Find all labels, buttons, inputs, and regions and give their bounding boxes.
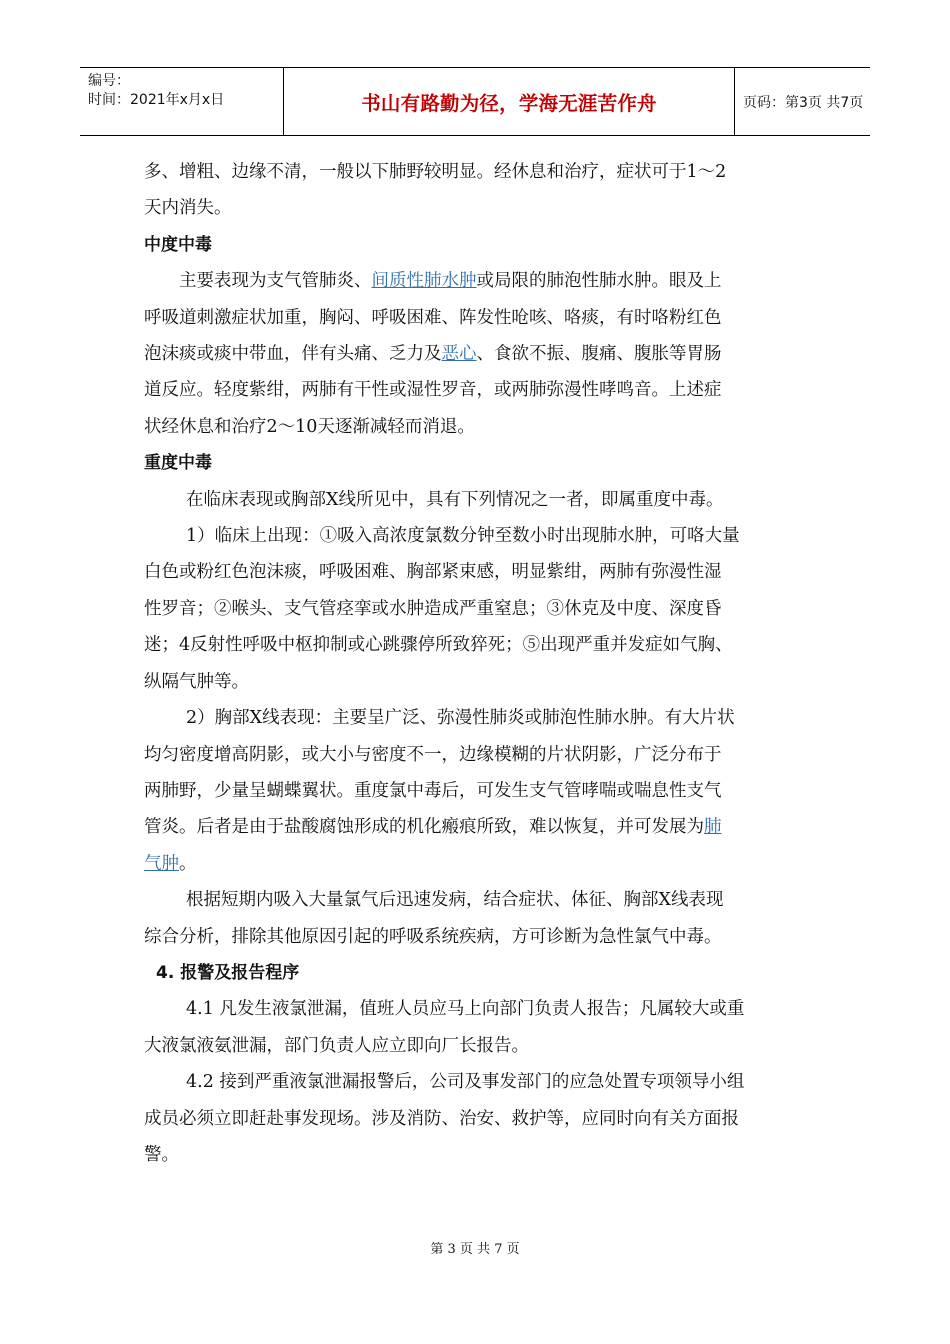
- paragraph-line: [144, 336, 808, 372]
- header-table: [80, 67, 870, 136]
- interstitial-edema-link[interactable]: 间质性肺水肿: [371, 271, 477, 292]
- page-footer: 第 3 页 共 7 页: [430, 1242, 520, 1257]
- section-heading-severe: 重度中毒: [144, 453, 212, 474]
- text-line: 4.2 接到严重液氯泄漏报警后，公司及事发部门的应急处置专项领导小组: [186, 1072, 745, 1093]
- text-line: 道反应。轻度紫绀，两肺有干性或湿性罗音，或两肺弥漫性哮鸣音。上述症: [144, 380, 722, 401]
- text-line: 性罗音；②喉头、支气管痉挛或水肿造成严重窒息；③休克及中度、深度昏: [144, 598, 722, 619]
- paragraph-line: [144, 809, 808, 845]
- text-line: 成员必须立即赶赴事发现场。涉及消防、治安、救护等，应同时向有关方面报: [144, 1108, 739, 1129]
- text-line: 天内消失。: [144, 198, 232, 219]
- text-line: 大液氯液氨泄漏，部门负责人应立即向厂长报告。: [144, 1035, 529, 1056]
- text-run: 泡沫痰或痰中带血，伴有头痛、乏力及: [144, 344, 442, 365]
- header-page-info: 页码：第3页 共7页: [743, 94, 864, 111]
- motto-text: 书山有路勤为径，学海无涯苦作舟: [361, 91, 657, 115]
- text-line: 迷；4反射性呼吸中枢抑制或心跳骤停所致猝死；⑤出现严重并发症如气胸、: [144, 635, 733, 656]
- text-run: 或局限的肺泡性肺水肿。眼及上: [476, 271, 722, 292]
- text-line: 警。: [144, 1144, 179, 1165]
- nausea-link[interactable]: 恶心: [441, 344, 477, 365]
- text-line: 多、增粗、边缘不清，一般以下肺野较明显。经休息和治疗，症状可于1～2: [144, 162, 727, 182]
- text-line: 白色或粉红色泡沫痰，呼吸困难、胸部紧束感，明显紫绀，两肺有弥漫性湿: [144, 562, 722, 583]
- header-meta-cell: [80, 68, 283, 135]
- text-run: 主要表现为支气管肺炎、: [179, 271, 372, 292]
- text-line: 在临床表现或胸部X线所见中，具有下列情况之一者，即属重度中毒。: [186, 489, 724, 510]
- section-heading-alarm: 4. 报警及报告程序: [156, 962, 300, 983]
- text-line: 均匀密度增高阴影，或大小与密度不一，边缘模糊的片状阴影，广泛分布于: [144, 744, 722, 765]
- document-date-label: 时间：2021年x月x日: [88, 92, 225, 108]
- text-line: 1）临床上出现：①吸入高浓度氯数分钟至数小时出现肺水肿，可咯大量: [186, 526, 740, 547]
- paragraph-line: [144, 846, 808, 882]
- text-line: 两肺野，少量呈蝴蝶翼状。重度氯中毒后，可发生支气管哮喘或喘息性支气: [144, 780, 722, 801]
- paragraph-line: [144, 263, 808, 299]
- text-run: 管炎。后者是由于盐酸腐蚀形成的机化瘢痕所致，难以恢复，并可发展为: [144, 817, 704, 838]
- header-page-cell: [735, 68, 870, 135]
- header-motto-cell: [283, 68, 735, 135]
- text-line: 2）胸部X线表现：主要呈广泛、弥漫性肺炎或肺泡性肺水肿。有大片状: [186, 708, 735, 729]
- text-line: 纵隔气肿等。: [144, 671, 249, 692]
- emphysema-link-part2[interactable]: 气肿: [144, 853, 179, 874]
- section-heading-moderate: 中度中毒: [144, 234, 212, 255]
- text-run: 。: [179, 853, 197, 874]
- document-body: [144, 154, 808, 1173]
- emphysema-link-part1[interactable]: 肺: [704, 817, 722, 838]
- text-run: 、食欲不振、腹痛、腹胀等胃肠: [476, 344, 722, 365]
- text-line: 综合分析，排除其他原因引起的呼吸系统疾病，方可诊断为急性氯气中毒。: [144, 926, 722, 947]
- text-line: 呼吸道刺激症状加重，胸闷、呼吸困难、阵发性呛咳、咯痰，有时咯粉红色: [144, 307, 722, 328]
- text-line: 状经休息和治疗2～10天逐渐减轻而消退。: [144, 416, 475, 437]
- text-line: 4.1 凡发生液氯泄漏，值班人员应马上向部门负责人报告；凡属较大或重: [186, 999, 745, 1020]
- document-number-label: 编号：: [88, 73, 130, 89]
- text-line: 根据短期内吸入大量氯气后迅速发病，结合症状、体征、胸部X线表现: [186, 890, 724, 911]
